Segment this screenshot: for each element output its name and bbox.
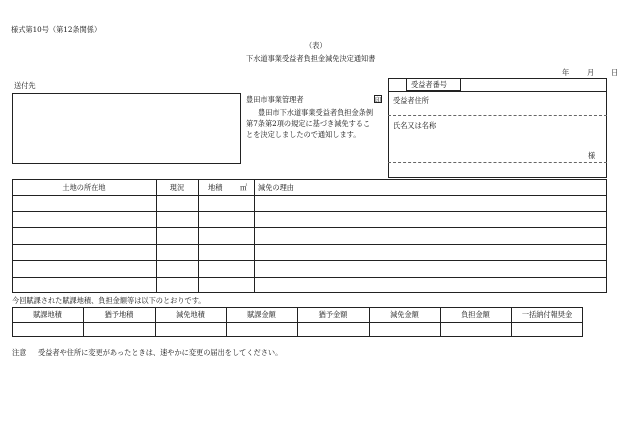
land-col-divider: [254, 179, 255, 293]
date-day: 日: [611, 68, 619, 77]
name-label: 氏名又は名称: [393, 121, 437, 130]
notice-line-3: とを決定しましたので通知します。: [246, 130, 361, 139]
land-col-divider: [198, 179, 199, 293]
assessment-header-exempt-area: 減免地積: [176, 310, 205, 319]
land-row-divider: [12, 260, 607, 261]
assessment-header-deferred-amount: 猶予金額: [318, 310, 348, 319]
land-header-reason: 減免の理由: [258, 183, 294, 192]
manager-label: 豊田市事業管理者: [246, 95, 304, 104]
note-text: 受益者や住所に変更があったときは、速やかに変更の届出をしてください。: [38, 348, 283, 357]
recipient-box[interactable]: [12, 93, 241, 164]
recipient-label: 送付先: [14, 81, 36, 90]
land-header-location: 土地の所在地: [62, 183, 106, 192]
assessment-header-levy-amount: 賦課金額: [247, 310, 276, 319]
date-month: 月: [587, 68, 595, 77]
land-row-divider: [12, 227, 607, 228]
beneficiary-number-divider: [388, 91, 607, 92]
land-row-divider: [12, 277, 607, 278]
honorific: 様: [588, 151, 596, 160]
name-underline: [388, 162, 607, 163]
form-number: 様式第10号（第12条関係）: [11, 25, 102, 34]
land-header-status: 現況: [169, 183, 185, 192]
beneficiary-number-label: 受益者番号: [411, 80, 447, 89]
land-row-divider: [12, 211, 607, 212]
land-row-divider: [12, 244, 607, 245]
land-header-area: 地積: [208, 183, 223, 192]
notice-line-1: 豊田市下水道事業受益者負担金条例: [258, 108, 374, 117]
address-label: 受益者住所: [393, 96, 429, 105]
land-table: [12, 179, 607, 293]
land-header-unit: ㎡: [240, 183, 248, 192]
assessment-header-exempt-amount: 減免金額: [390, 310, 419, 319]
note-label: 注意: [12, 348, 27, 357]
assessment-intro: 今回賦課された賦課地積、負担金額等は以下のとおりです。: [12, 296, 206, 305]
assessment-header-lump-sum-reward: 一括納付報奨金: [521, 310, 573, 319]
address-underline: [388, 115, 607, 116]
land-row-divider: [12, 195, 607, 196]
document-title: 下水道事業受益者負担金減免決定通知書: [246, 54, 376, 63]
land-col-divider: [156, 179, 157, 293]
assessment-header-levy-area: 賦課地積: [33, 310, 62, 319]
assessment-header-deferred-area: 猶予地積: [104, 310, 134, 319]
assessment-header-charge-amount: 負担金額: [461, 310, 490, 319]
notice-line-2: 第7条第2項の規定に基づき減免するこ: [246, 119, 371, 128]
date-year: 年: [562, 68, 570, 77]
bracket-label: （表）: [305, 41, 327, 50]
seal-mark: 印: [375, 96, 382, 104]
